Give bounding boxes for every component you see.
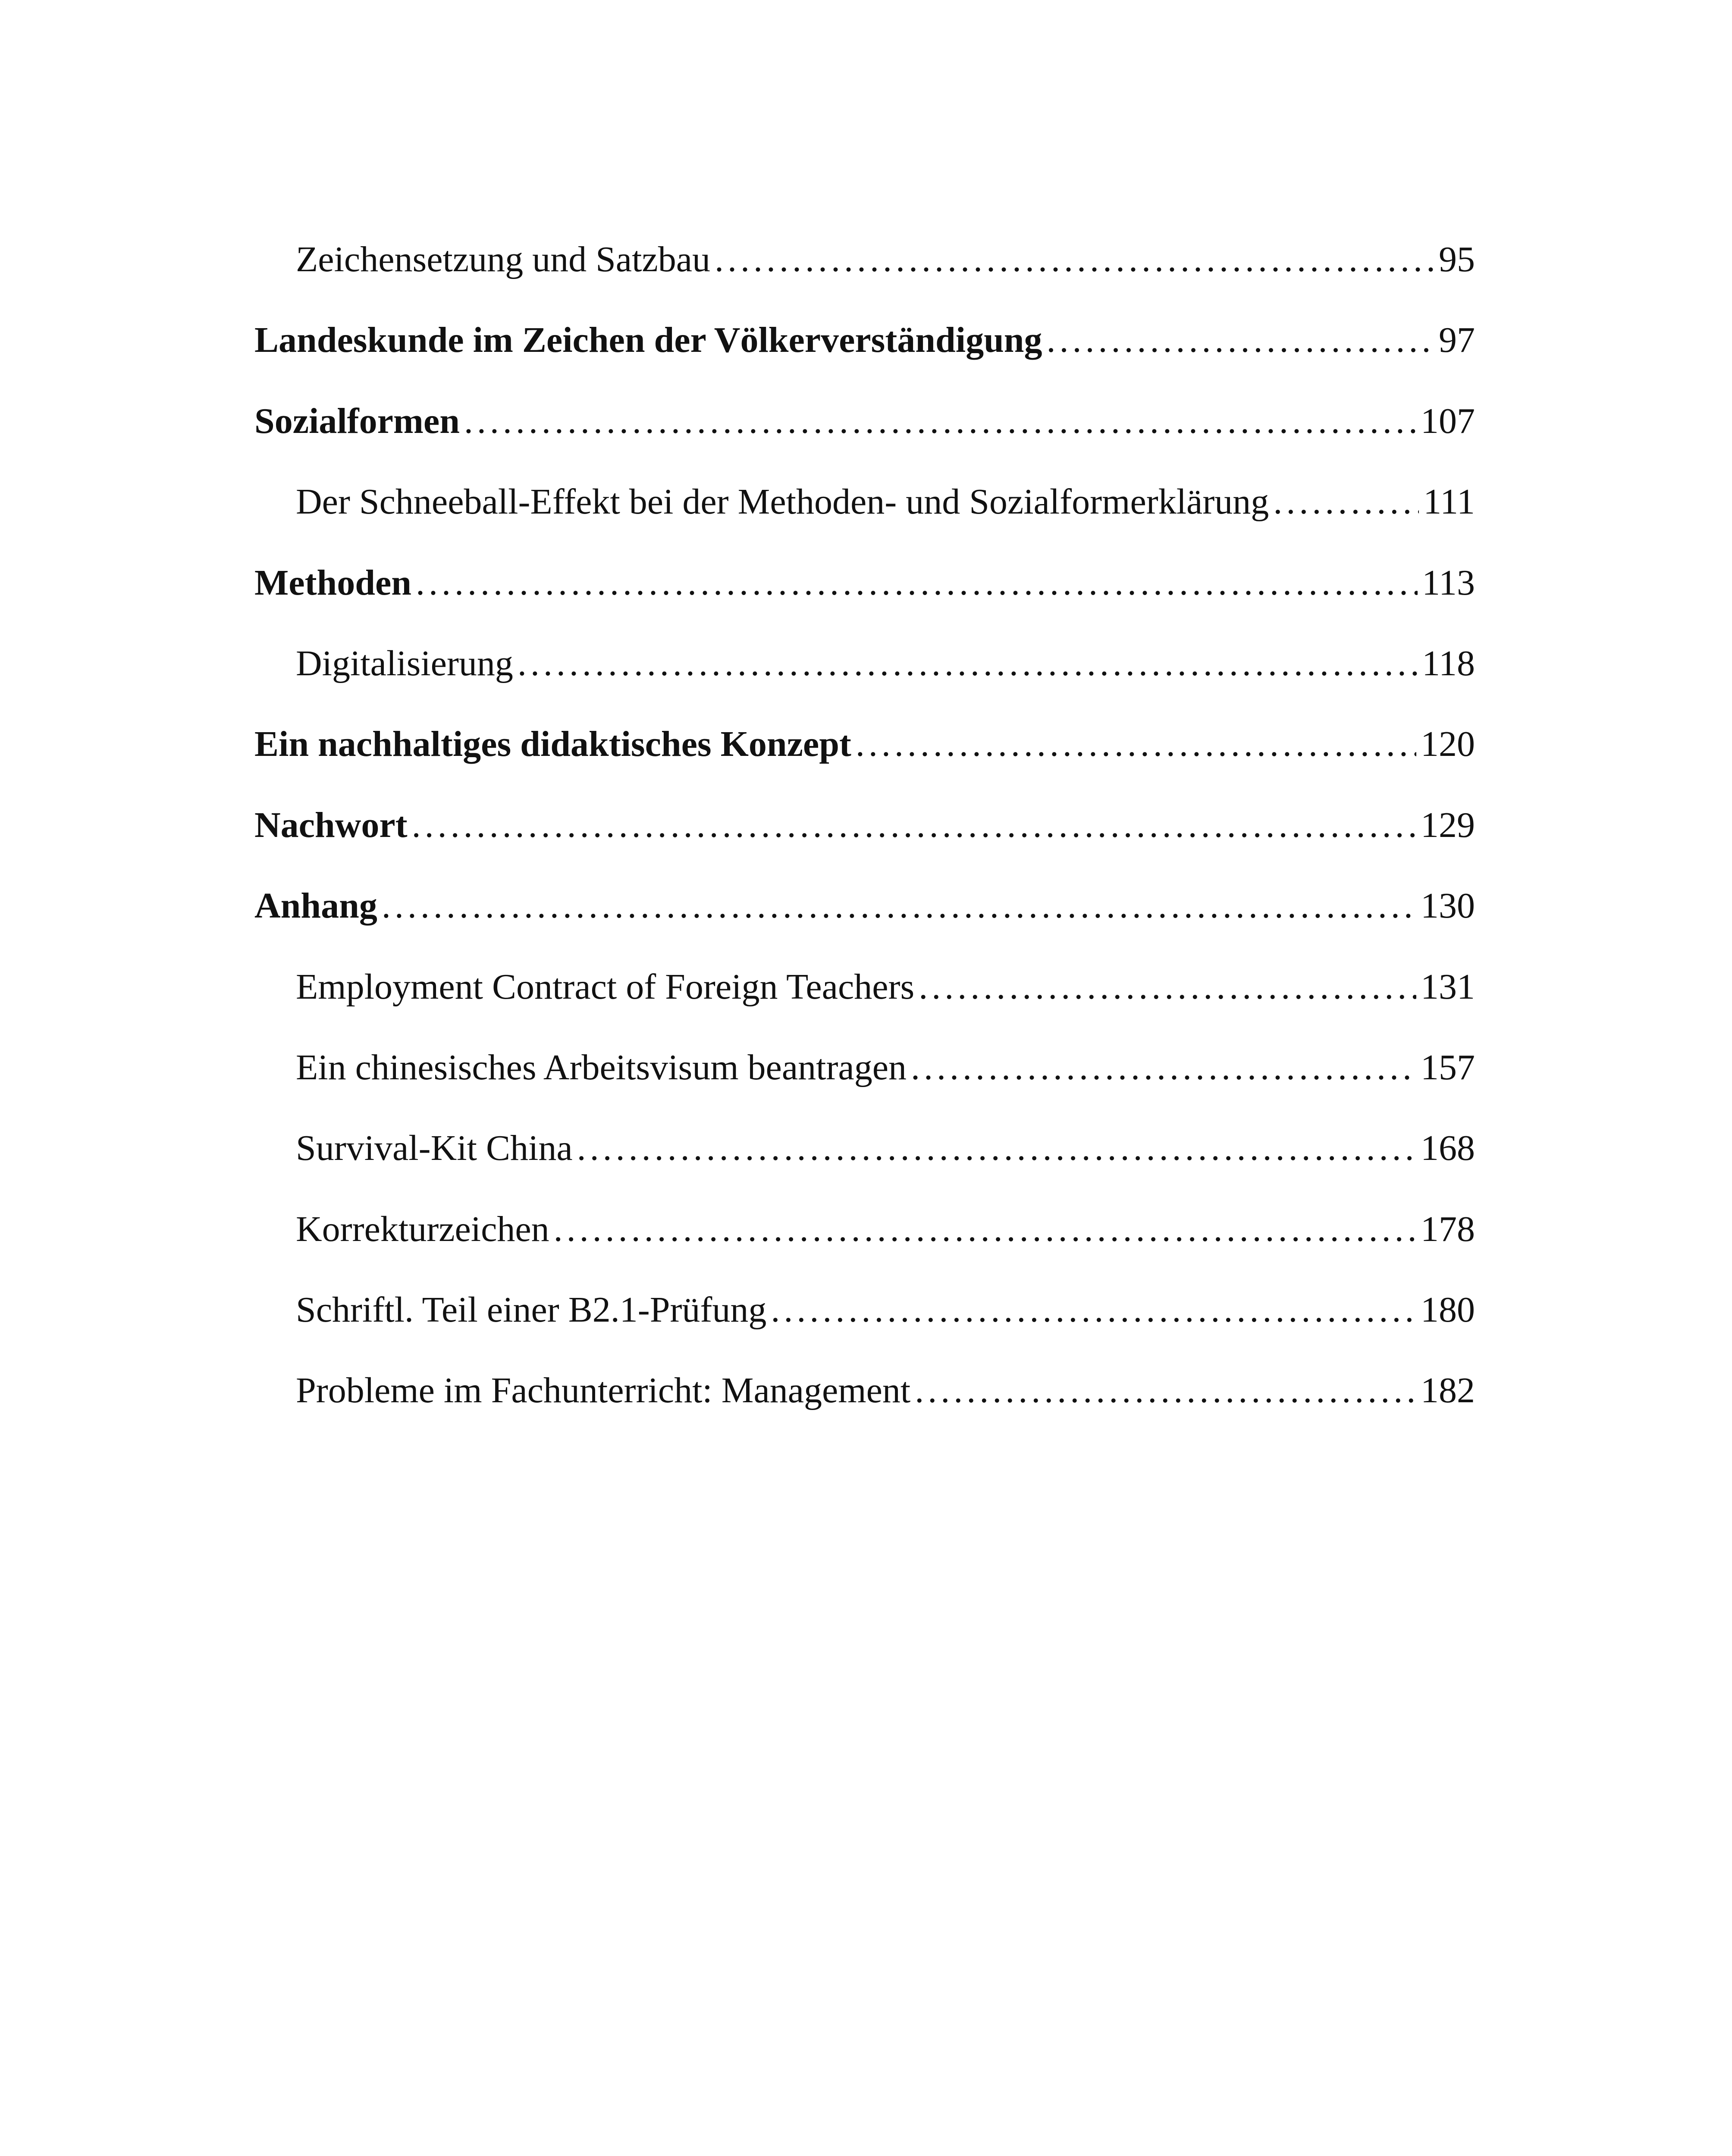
toc-entry-title: Sozialformen [254,401,460,441]
toc-entry[interactable] [254,807,1475,888]
dot-leader [1273,484,1419,520]
dot-leader [1047,322,1434,358]
dot-leader [715,241,1434,278]
dot-leader [412,807,1416,843]
toc-entry[interactable] [254,241,1475,322]
toc-entry-title: Ein nachhaltiges didaktisches Konzept [254,724,851,765]
dot-leader [382,888,1416,924]
toc-entry[interactable] [254,1211,1475,1292]
dot-leader [771,1292,1416,1328]
dot-leader [856,726,1416,762]
toc-entry-page-number: 129 [1421,805,1475,845]
toc-entry-title: Der Schneeball-Effekt bei der Methoden- und Sozialformerklärung [296,482,1269,522]
toc-entry[interactable] [254,322,1475,403]
toc-entry[interactable] [254,726,1475,807]
toc-entry[interactable] [254,1370,1475,1453]
dot-leader [915,1373,1416,1409]
toc-entry[interactable] [254,888,1475,968]
toc-entry[interactable] [254,403,1475,484]
toc-entry-page-number: 113 [1422,562,1475,603]
toc-entry[interactable] [254,643,1475,726]
toc-entry-page-number: 131 [1421,966,1475,1007]
toc-entry-page-number: 182 [1421,1370,1475,1411]
toc-entry-title: Schriftl. Teil einer B2.1-Prüfung [296,1290,767,1330]
dot-leader [518,646,1418,682]
toc-entry[interactable] [254,1130,1475,1211]
toc-entry-page-number: 168 [1421,1128,1475,1169]
dot-leader [577,1130,1416,1166]
toc-entry[interactable] [254,562,1475,646]
toc-entry-page-number: 107 [1421,401,1475,441]
dot-leader [464,403,1416,439]
toc-entry-page-number: 111 [1423,482,1475,522]
toc-entry[interactable] [254,1047,1475,1130]
toc-entry-title: Korrekturzeichen [296,1209,549,1249]
toc-entry-title: Ein chinesisches Arbeitsvisum beantragen [296,1047,907,1087]
toc-entry-title: Probleme im Fachunterricht: Management [296,1370,911,1411]
toc-entry[interactable] [254,484,1475,564]
table-of-contents [254,241,1475,1454]
dot-leader [554,1211,1416,1247]
toc-entry[interactable] [254,966,1475,1050]
toc-entry-page-number: 157 [1421,1047,1475,1087]
toc-entry-page-number: 180 [1421,1290,1475,1330]
dot-leader [911,1050,1416,1086]
toc-entry[interactable] [254,1292,1475,1373]
toc-entry-title: Digitalisierung [296,643,513,683]
toc-entry-page-number: 97 [1439,320,1475,360]
toc-entry-title: Nachwort [254,805,408,845]
toc-entry-title: Survival-Kit China [296,1128,573,1169]
toc-entry-page-number: 118 [1422,643,1475,683]
toc-entry-page-number: 130 [1421,886,1475,926]
toc-entry-title: Landeskunde im Zeichen der Völkerverständigung [254,320,1042,360]
toc-entry-page-number: 95 [1439,239,1475,279]
toc-entry-title: Zeichensetzung und Satzbau [296,239,710,279]
dot-leader [416,565,1418,601]
toc-entry-title: Methoden [254,562,411,603]
toc-entry-page-number: 120 [1421,724,1475,765]
toc-entry-title: Employment Contract of Foreign Teachers [296,966,915,1007]
dot-leader [919,969,1416,1005]
toc-entry-page-number: 178 [1421,1209,1475,1249]
toc-entry-title: Anhang [254,886,377,926]
